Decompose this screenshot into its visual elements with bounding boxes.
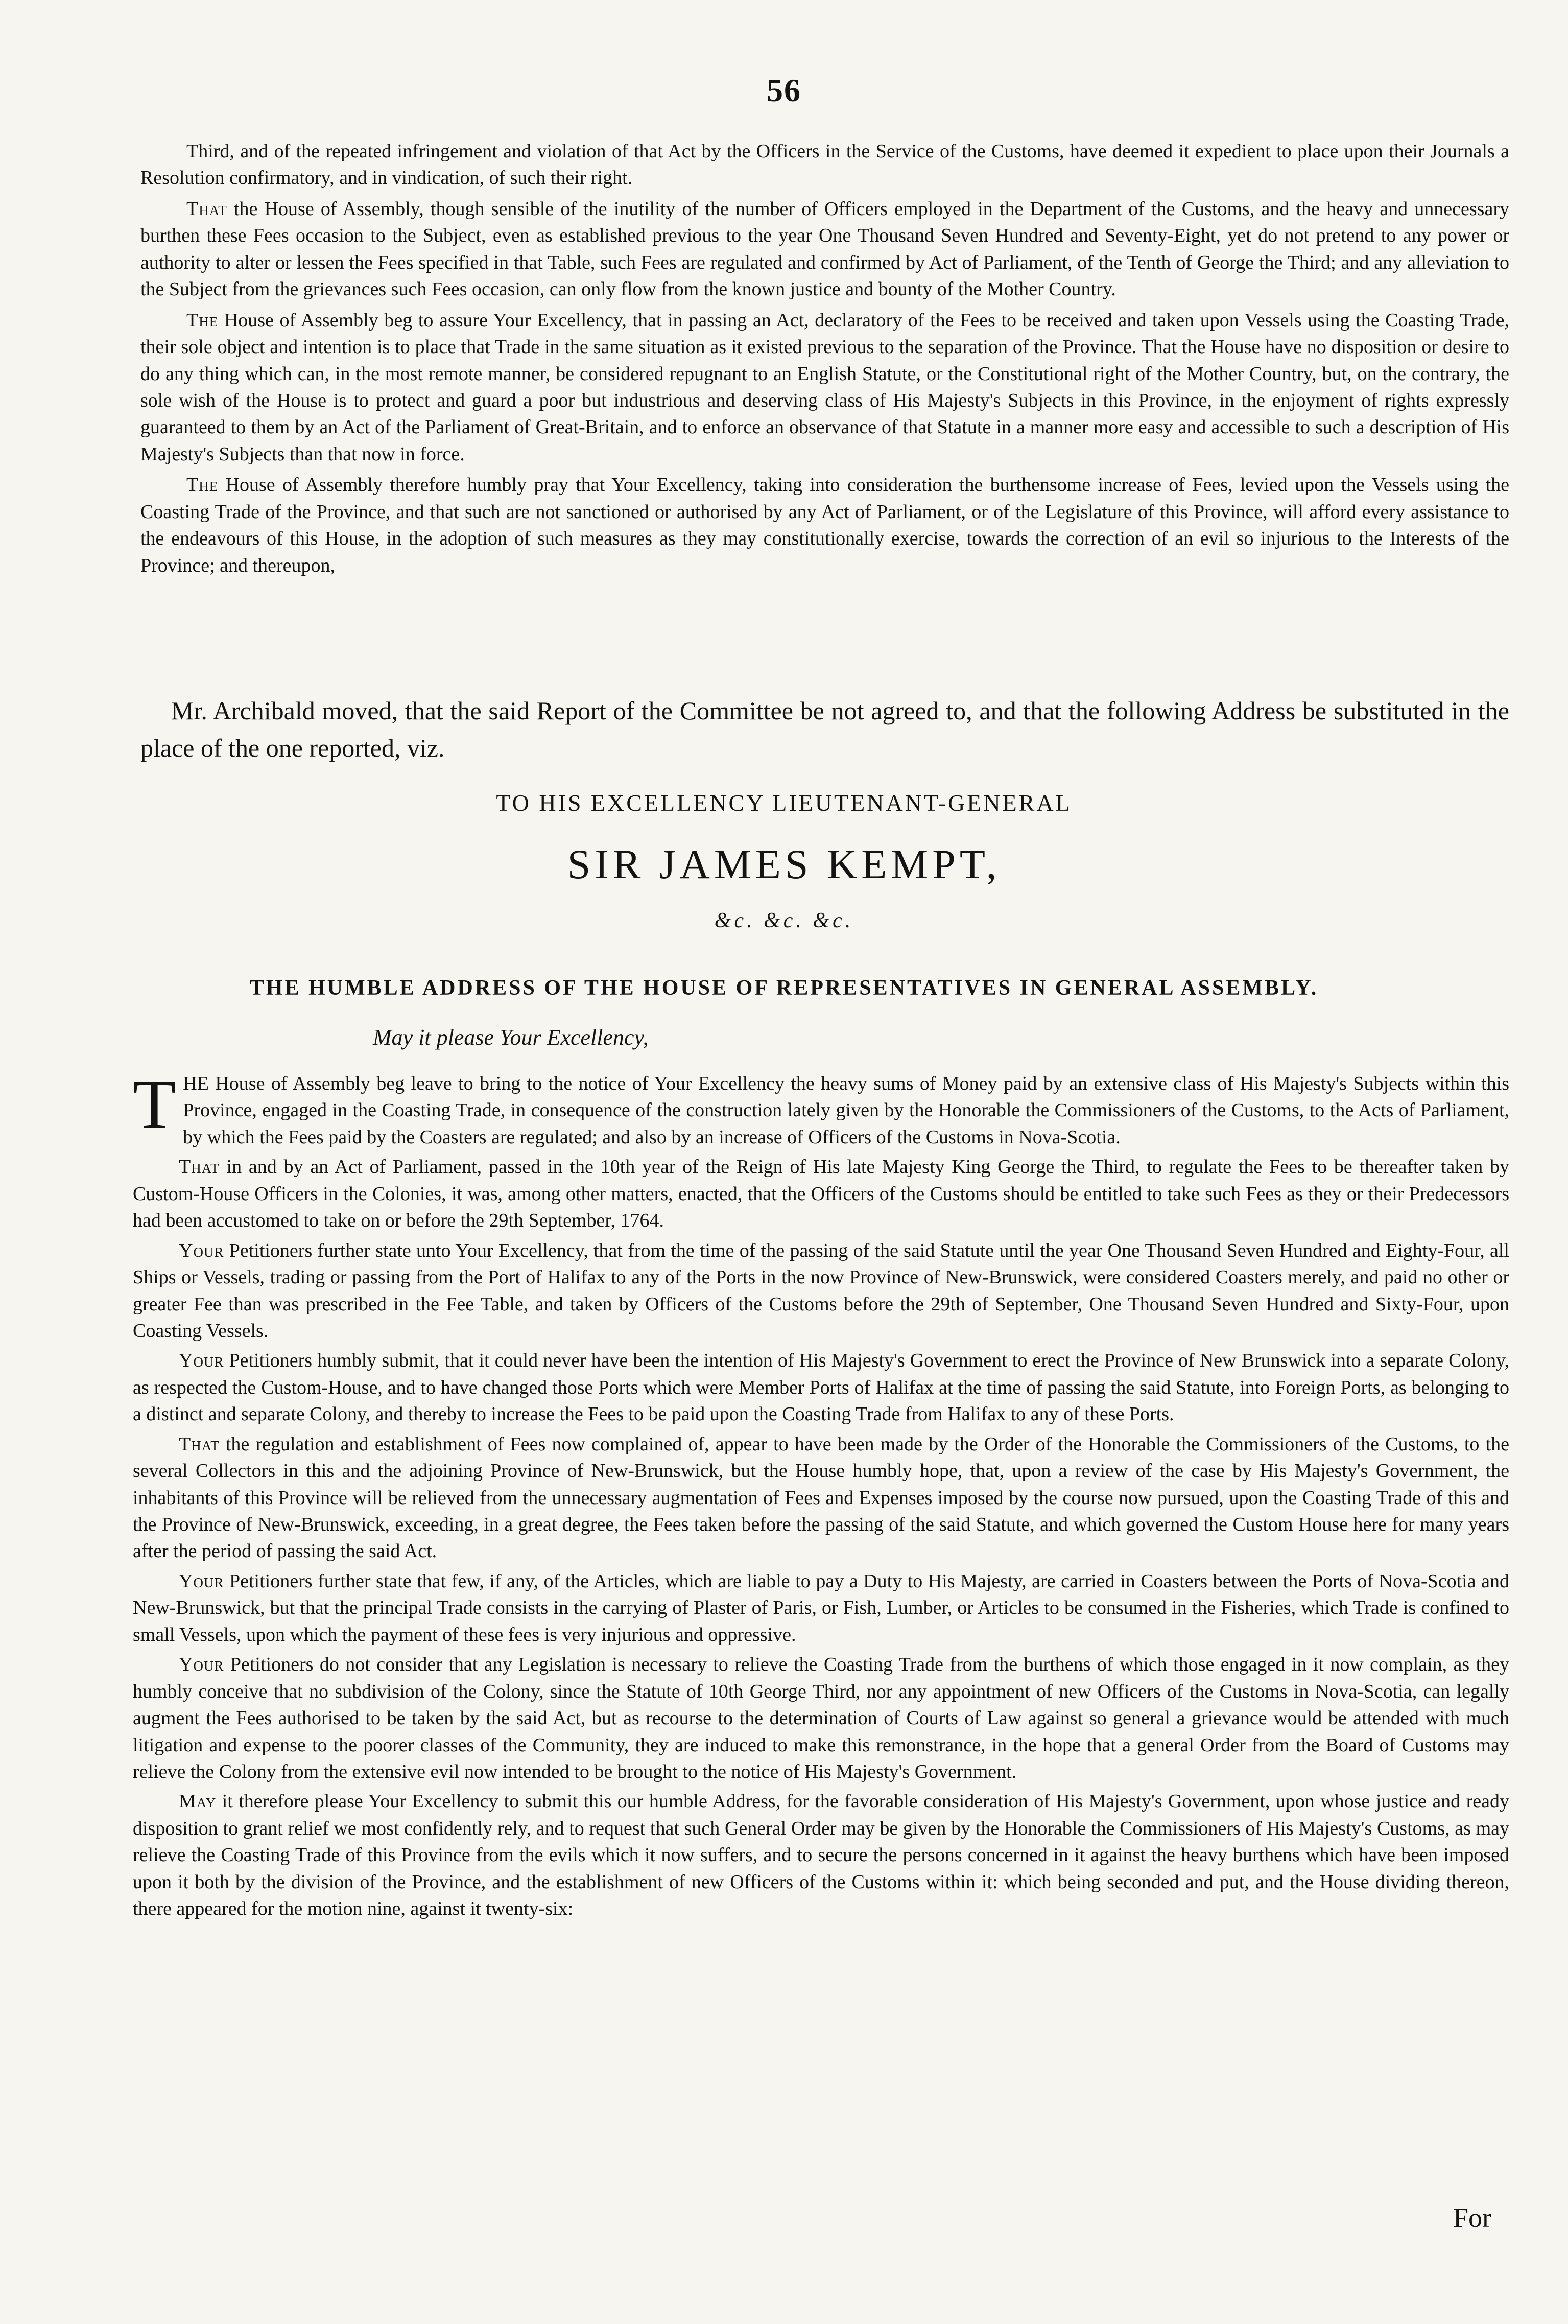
etc-line: &c. &c. &c. [714,909,854,932]
paragraph: The House of Assembly therefore humbly pray that Your Excellency, taking into consideration the burthensome increase of Fees, levied upon the Vessels using the Coasting Trade of the Province, and that such are not sanctioned or authorised by any Act of Parliament, or of the Legislature of this Province, will afford every assistance to the endeavours of this House, in the adoption of such measures as they may constitutionally exercise, towards the correction of an evil so injurious to the Interests of the Province; and thereupon, [140,474,1509,576]
paragraph-lead: May [179,1791,217,1813]
paragraph-lead: That [179,1156,220,1178]
catchword: For [1453,2202,1491,2233]
paragraph: The House of Assembly beg to assure Your Excellency, that in passing an Act, declaratory of the Fees to be received and taken upon Vessels using the Coasting Trade, their sole object and intention is to place that Trade in the same situation as it existed previous to the separation of the Province. That the House have no disposition or desire to do any thing which can, in the most remote manner, be considered repugnant to an English Statute, or the Constitutional right of the Mother Country, but, on the contrary, the sole wish of the House is to protect and guard a poor but industrious and deserving class of His Majesty's Subjects in this Province, in the enjoyment of rights expressly guaranteed to them by an Act of the Parliament of Great-Britain, and to enforce an observance of that Statute in a manner more easy and accessible to such a description of His Majesty's Subjects than that now in force. [140,309,1509,465]
recipient-name-heading: SIR JAMES KEMPT, [567,841,1001,887]
address-to-heading: TO HIS EXCELLENCY LIEUTENANT-GENERAL [496,790,1072,816]
paragraph: May it therefore please Your Excellency to submit this our humble Address, for the favorable consideration of His Majesty's Government, upon whose justice and ready disposition to grant relief we most confidently rely, and to request that such General Order may be given by the Honorable the Commissioners of His Majesty's Customs, as may relieve the Coasting Trade of this Province from the evils which it now suffers, and to secure the persons concerned in it against the heavy burthens which have been imposed upon it both by the division of the Province, and the establishment of new Officers of the Customs within it: which being seconded and put, and the House dividing thereon, there appeared for the motion nine, against it twenty-six: [133,1791,1509,1920]
paragraph-lead: Your [179,1239,224,1261]
paragraph-lead: That [179,1433,220,1455]
paragraph: Your Petitioners do not consider that any Legislation is necessary to relieve the Coasting Trade from the burthens of which those engaged in it now complain, as they humbly conceive that no subdivision of the Colony, since the Statute of 10th George Third, nor any appointment of new Officers of the Customs in Nova-Scotia, can legally augment the Fees authorised to be taken by the said Act, but as recourse to the determination of Courts of Law against so general a grievance would be attended with much litigation and expense to the poorer classes of the Community, they are induced to make this remonstrance, in the hope that a general Order from the Board of Customs may relieve the Colony from the extensive evil now intended to be brought to the notice of His Majesty's Government. [133,1654,1509,1782]
salutation: May it please Your Excellency, [373,1025,649,1050]
paragraph: That in and by an Act of Parliament, passed in the 10th year of the Reign of His late Majesty King George the Third, to regulate the Fees to be thereafter taken by Custom-House Officers in the Colonies, it was, among other matters, enacted, that the Officers of the Customs should be entitled to take such Fees as they or their Predecessors had been accustomed to take on or before the 29th September, 1764. [133,1156,1509,1232]
paragraph: That the regulation and establishment of Fees now complained of, appear to have been made by the Order of the Honorable the Commissioners of the Customs, to the several Collectors in this and the adjoining Province of New-Brunswick, but the House humbly hope, that, upon a review of the case by His Majesty's Government, the inhabitants of this Province will be relieved from the unnecessary augmentation of Fees and Expenses imposed by the course now pursued, upon the Coasting Trade of this and the Province of New-Brunswick, exceeding, in a great degree, the Fees taken before the passing of the said Statute, and which governed the Custom House here for many years after the period of passing the said Act. [133,1433,1509,1562]
paragraph-lead: Your [179,1654,224,1676]
paragraph: Your Petitioners further state that few, if any, of the Articles, which are liable to pay a Duty to His Majesty, are carried in Coasters between the Ports of Nova-Scotia and New-Brunswick, but that the principal Trade consists in the carrying of Plaster of Paris, or Fish, Lumber, or Articles to be consumed in the Fisheries, which Trade is confined to small Vessels, upon which the payment of these fees is very injurious and oppressive. [133,1570,1509,1646]
paragraph: THE House of Assembly beg leave to bring to the notice of Your Excellency the heavy sums of Money paid by an extensive class of His Majesty's Subjects within this Province, engaged in the Coasting Trade, in consequence of the construction lately given by the Honorable the Commissioners of the Customs, to the Acts of Parliament, by which the Fees paid by the Coasters are regulated; and also by an increase of Officers of the Customs in Nova-Scotia. [133,1065,1509,1148]
paragraph: Your Petitioners humbly submit, that it could never have been the intention of His Majesty's Government to erect the Province of New Brunswick into a separate Colony, as respected the Custom-House, and to have changed those Ports which were Member Ports of Halifax at the time of passing the said Statute, into Foreign Ports, as belonging to a distinct and separate Colony, and thereby to increase the Fees to be paid upon the Coasting Trade from Halifax to any of these Ports. [133,1350,1509,1425]
paragraph-lead: The [186,309,219,331]
paragraph: That the House of Assembly, though sensible of the inutility of the number of Officers employed in the Department of the Customs, and the heavy and unnecessary burthen these Fees occasion to the Subject, even as established previous to the year One Thousand Seven Hundred and Seventy-Eight, yet do not pretend to any power or authority to alter or lessen the Fees specified in that Table, such Fees are regulated and confirmed by Act of Parliament, of the Tenth of George the Third; and any alleviation to the Subject from the grievances such Fees occasion, can only flow from the known justice and bounty of the Mother Country. [140,198,1509,300]
paragraph: Your Petitioners further state unto Your Excellency, that from the time of the passing of the said Statute until the year One Thousand Seven Hundred and Eighty-Four, all Ships or Vessels, trading or passing from the Port of Halifax to any of the Ports in the now Province of New-Brunswick, were considered Coasters merely, and paid no other or greater Fee than was prescribed in the Fee Table, and taken by Officers of the Customs before the 29th of September, One Thousand Seven Hundred and Sixty-Four, upon Coasting Vessels. [133,1239,1509,1342]
address-title: THE HUMBLE ADDRESS OF THE HOUSE OF REPRESENTATIVES IN GENERAL ASSEMBLY. [249,976,1319,1000]
page-number: 56 [767,72,801,108]
paragraph-lead: The [186,474,219,496]
upper-text-block [140,138,1509,583]
paragraph: Third, and of the repeated infringement and violation of that Act by the Officers in the Service of the Customs, have deemed it expedient to place upon their Journals a Resolution confirmatory, and in vindication, of such their right. [140,140,1509,189]
paragraph-lead: Your [179,1350,224,1372]
motion-text: Mr. Archibald moved, that the said Report of the Committee be not agreed to, and that the following Address be substituted in the place of the one reported, viz. [140,696,1509,762]
drop-cap: T [133,1065,176,1143]
paragraph-lead: Your [179,1570,224,1592]
paragraph-lead: That [186,198,227,220]
address-body [133,1065,1509,1926]
motion-statement [140,692,1509,766]
